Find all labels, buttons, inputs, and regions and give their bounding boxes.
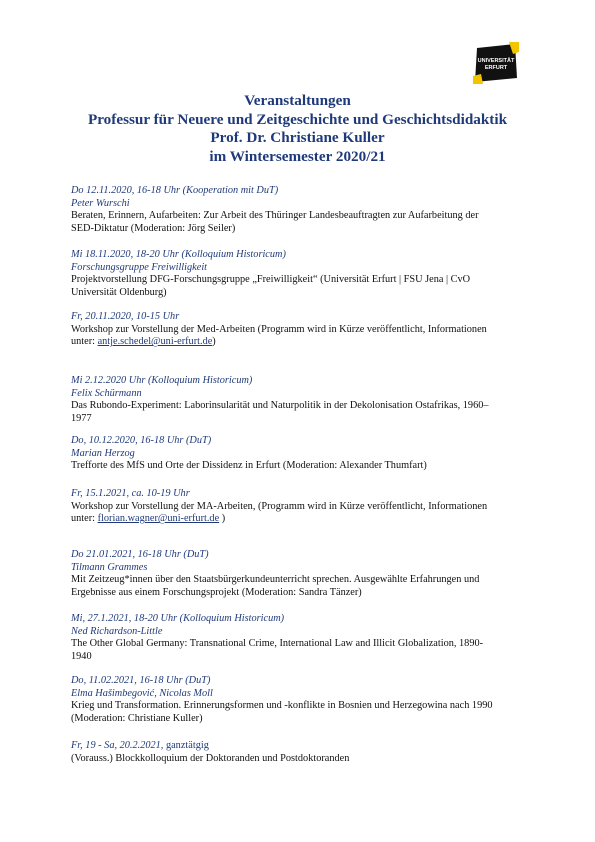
event-speaker: Elma Hašimbegović, Nicolas Moll: [71, 687, 213, 699]
event-date: Do, 11.02.2021, 16-18 Uhr (DuT): [71, 675, 211, 686]
event-description-line: (Moderation: Christiane Kuller): [71, 712, 203, 724]
event-speaker: Tilmann Grammes: [71, 561, 148, 573]
university-logo: [473, 42, 519, 84]
event-description-line: Mit Zeitzeug*innen über den Staatsbürgerkundeunterricht sprechen. Ausgewählte Erfahrungen und: [71, 574, 480, 586]
event-speaker: Marian Herzog: [71, 447, 135, 459]
event-description-line: (Vorauss.) Blockkolloquium der Doktoranden und Postdoktoranden: [71, 752, 350, 764]
event-description-line: The Other Global Germany: Transnational Crime, International Law and Illicit Globalization, 1890-: [71, 638, 484, 650]
event-description-line: Beraten, Erinnern, Aufarbeiten: Zur Arbeit des Thüringer Landesbeauftragten zur Aufarbeitung der: [71, 210, 479, 222]
event-item: [71, 740, 349, 765]
heading-line-2: Professur für Neuere und Zeitgeschichte und Geschichtsdidaktik: [87, 110, 508, 128]
email-link[interactable]: antje.schedel@uni-erfurt.de: [97, 336, 213, 348]
event-info-prefix: unter:: [71, 513, 98, 525]
heading-line-4: im Wintersemester 2020/21: [209, 147, 386, 165]
event-item: [71, 549, 479, 599]
event-item: [71, 311, 487, 349]
event-speaker: Felix Schürmann: [71, 387, 142, 399]
event-speaker: Ned Richardson-Little: [71, 625, 163, 637]
event-date: Fr, 15.1.2021, ca. 10-19 Uhr: [71, 488, 190, 499]
event-info-suffix: ): [219, 513, 226, 525]
event-date: Do, 10.12.2020, 16-18 Uhr (DuT): [71, 435, 212, 446]
event-item: [71, 613, 483, 663]
event-item: [71, 435, 427, 473]
event-description-line: Krieg und Transformation. Erinnerungsformen und -konflikte in Bosnien und Herzegowina nach 1990: [71, 700, 493, 712]
event-description-line: Universität Oldenburg): [71, 286, 167, 298]
event-description-line: SED-Diktatur (Moderation: Jörg Seiler): [71, 222, 236, 234]
heading-line-1: Veranstaltungen: [244, 92, 351, 109]
event-item: [71, 249, 470, 299]
event-description-line: Ergebnisse aus einem Forschungsprojekt (Moderation: Sandra Tänzer): [71, 586, 362, 598]
event-date: Fr, 20.11.2020, 10-15 Uhr: [71, 311, 180, 322]
event-description-line: 1940: [71, 650, 92, 662]
event-date: [71, 740, 349, 753]
event-description-line: [71, 513, 487, 526]
event-duration: ganztätgig: [165, 740, 209, 751]
event-date: Mi 2.12.2020 Uhr (Kolloquium Historicum): [71, 375, 253, 386]
event-date: Mi, 27.1.2021, 18-20 Uhr (Kolloquium Historicum): [71, 613, 285, 624]
event-item: [71, 185, 479, 235]
event-date: Do 21.01.2021, 16-18 Uhr (DuT): [71, 549, 209, 560]
page-heading: [0, 92, 595, 166]
event-description-line: [71, 336, 487, 349]
event-description-line: Trefforte des MfS und Orte der Dissidenz in Erfurt (Moderation: Alexander Thumfart): [71, 460, 427, 472]
event-item: [71, 488, 487, 526]
event-date: Mi 18.11.2020, 18-20 Uhr (Kolloquium Historicum): [71, 249, 286, 260]
logo-text-line2: ERFURT: [484, 65, 508, 71]
event-description-line: Das Rubondo-Experiment: Laborinsularität und Naturpolitik in der Dekolonisation Ostafrikas, 1960–: [71, 400, 489, 412]
event-speaker: Peter Wurschi: [71, 197, 130, 209]
event-item: [71, 375, 489, 425]
event-description-line: Projektvorstellung DFG-Forschungsgruppe „Freiwilligkeit“ (Universität Erfurt | FSU Jena | CvO: [71, 274, 471, 286]
event-info-prefix: unter:: [71, 336, 98, 348]
event-item: [71, 675, 493, 725]
event-speaker: Forschungsgruppe Freiwilligkeit: [71, 261, 208, 273]
event-description-line: Workshop zur Vorstellung der MA-Arbeiten, (Programm wird in Kürze veröffentlicht, Informationen: [71, 500, 488, 512]
logo-text-line1: UNIVERSITÄT: [477, 58, 515, 64]
event-date: Do 12.11.2020, 16-18 Uhr (Kooperation mit DuT): [71, 185, 279, 196]
email-link[interactable]: florian.wagner@uni-erfurt.de: [97, 513, 220, 525]
event-description-line: Workshop zur Vorstellung der Med-Arbeiten (Programm wird in Kürze veröffentlicht, Informationen: [71, 323, 487, 335]
event-info-suffix: ): [212, 336, 216, 348]
heading-line-3: Prof. Dr. Christiane Kuller: [210, 129, 385, 147]
event-date-range: Fr, 19 - Sa, 20.2.2021,: [71, 740, 166, 751]
event-description-line: 1977: [71, 412, 92, 424]
